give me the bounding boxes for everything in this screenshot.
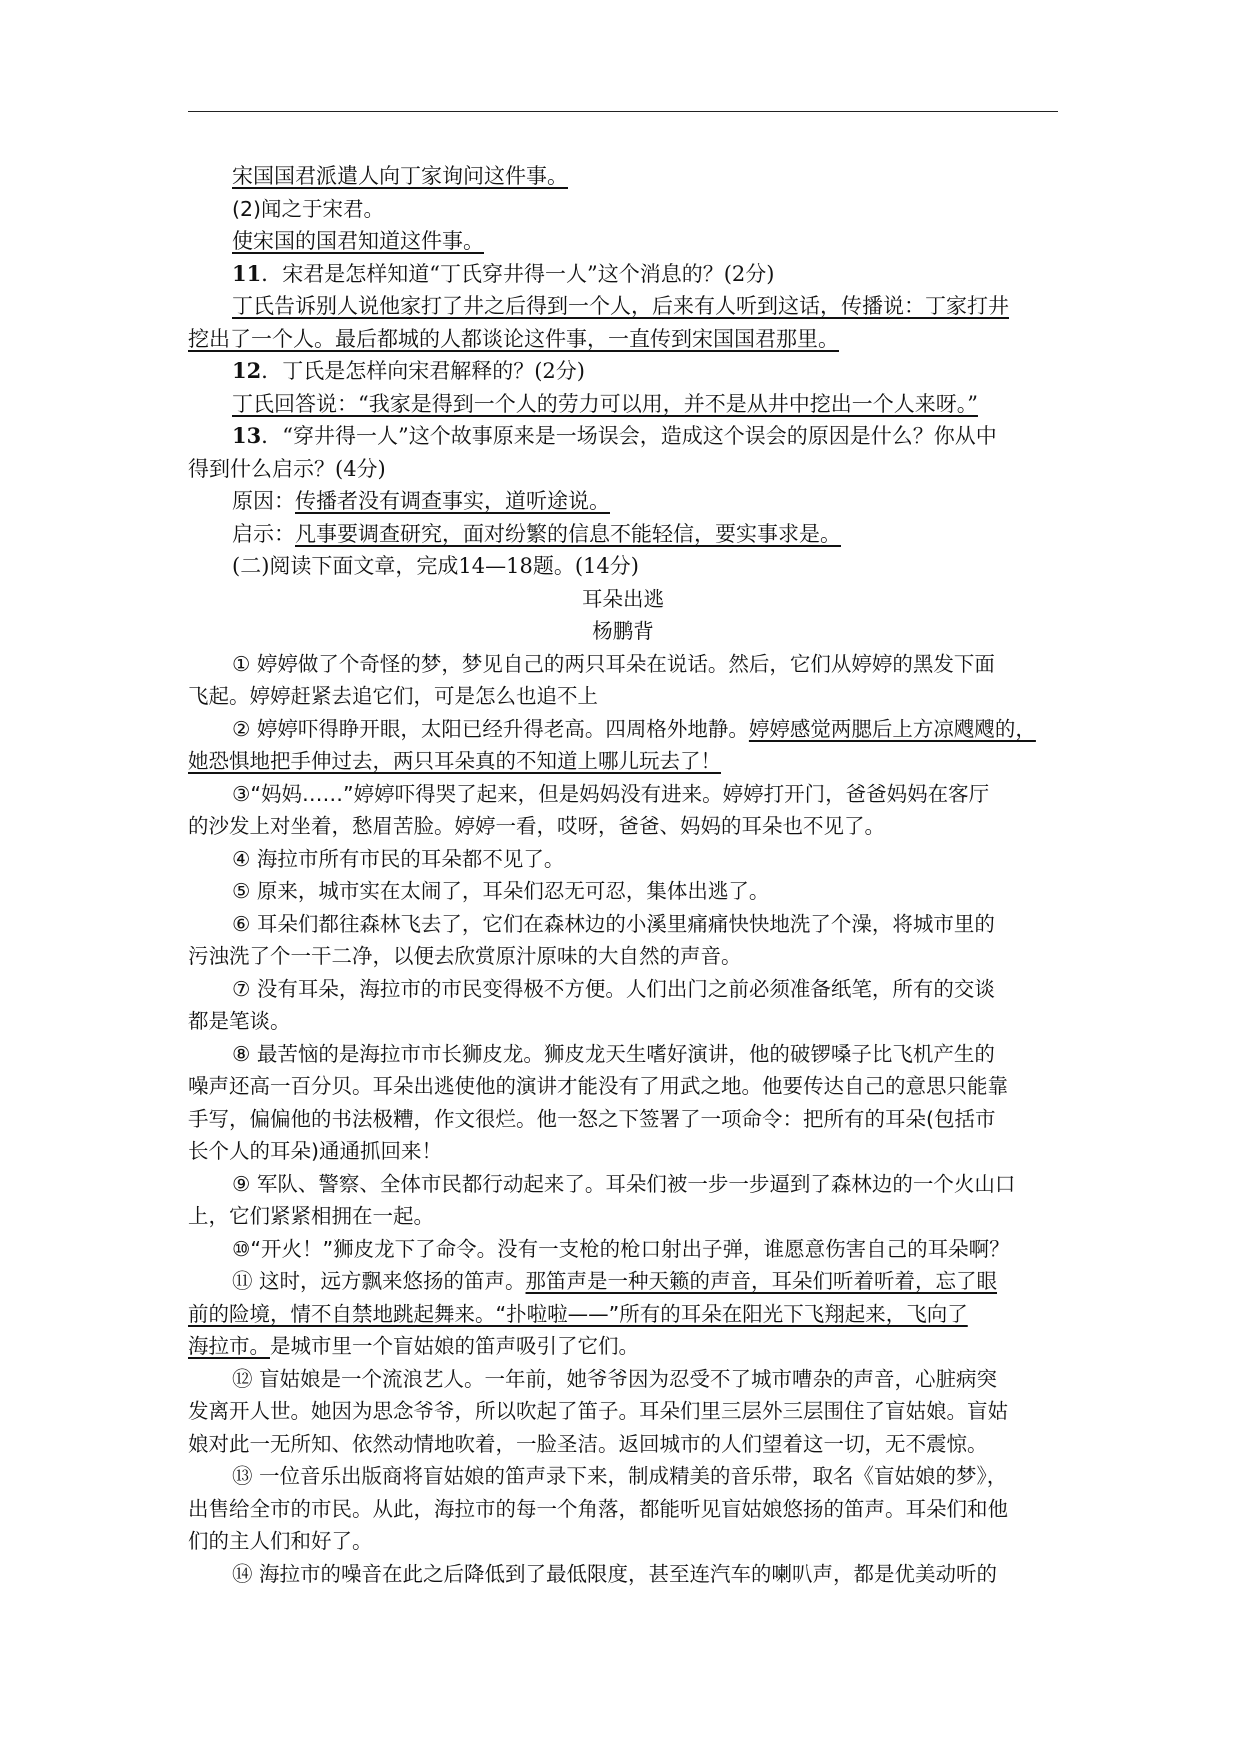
paragraph-6-line-1: ⑥ 耳朵们都往森林飞去了，它们在森林边的小溪里痛痛快快地洗了个澡，将城市里的 [232, 911, 995, 936]
paragraph-12-line-3: 娘对此一无所知、依然动情地吹着，一脸圣洁。返回城市的人们望着这一切，无不震惊。 [188, 1431, 988, 1456]
paragraph-12-line-2: 发离开人世。她因为思念爷爷，所以吹起了笛子。耳朵们里三层外三层围住了盲姑娘。盲姑 [188, 1399, 1008, 1423]
document-page [188, 160, 1058, 1590]
paragraph-7-line-2: 都是笔谈。 [188, 1009, 291, 1033]
answer-11-line-1: 丁氏告诉别人说他家打了井之后得到一个人，后来有人听到这话，传播说：丁家打井 [232, 294, 1009, 318]
paragraph-13-line-1: ⑬ 一位音乐出版商将盲姑娘的笛声录下来，制成精美的音乐带，取名《盲姑娘的梦》， [232, 1464, 1008, 1488]
question-12: 12．丁氏是怎样向宋君解释的？(2分) [232, 358, 585, 383]
paragraph-1-line-1: ① 婷婷做了个奇怪的梦，梦见自己的两只耳朵在说话。然后，它们从婷婷的黑发下面 [232, 651, 995, 676]
paragraph-4: ④ 海拉市所有市民的耳朵都不见了。 [232, 846, 565, 871]
paragraph-13-line-3: 们的主人们和好了。 [188, 1529, 373, 1553]
paragraph-7-line-1: ⑦ 没有耳朵，海拉市的市民变得极不方便。人们出门之前必须准备纸笔，所有的交谈 [232, 976, 995, 1001]
section-2-heading: (二)阅读下面文章，完成14—18题。(14分) [232, 554, 639, 578]
answer-13-reason: 原因：传播者没有调查事实，道听途说。 [232, 489, 610, 513]
article-title: 耳朵出逃 [582, 586, 664, 611]
paragraph-9-line-1: ⑨ 军队、警察、全体市民都行动起来了。耳朵们被一步一步逼到了森林边的一个火山口 [232, 1171, 1016, 1196]
paragraph-8-line-4: 长个人的耳朵)通通抓回来！ [188, 1139, 442, 1163]
answer-11-line-2: 挖出了一个人。最后都城的人都谈论这件事，一直传到宋国国君那里。 [188, 326, 839, 351]
paragraph-13-line-2: 出售给全市的市民。从此，海拉市的每一个角落，都能听见盲姑娘悠扬的笛声。耳朵们和他 [188, 1496, 1008, 1521]
paragraph-10: ⑩“开火！”狮皮龙下了命令。没有一支枪的枪口射出子弹，谁愿意伤害自己的耳朵啊？ [232, 1236, 1010, 1261]
paragraph-3-line-1: ③“妈妈……”婷婷吓得哭了起来，但是妈妈没有进来。婷婷打开门，爸爸妈妈在客厅 [232, 781, 990, 806]
paragraph-9-line-2: 上，它们紧紧相拥在一起。 [188, 1204, 434, 1228]
answer-13-insight: 启示：凡事要调查研究，面对纷繁的信息不能轻信，要实事求是。 [232, 521, 841, 546]
article-body [188, 648, 1058, 1591]
question-13-line-1: 13．“穿井得一人”这个故事原来是一场误会，造成这个误会的原因是什么？你从中 [232, 423, 997, 448]
question-2: (2)闻之于宋君。 [232, 196, 385, 221]
paragraph-8-line-3: 手写，偏偏他的书法极糟，作文很烂。他一怒之下签署了一项命令：把所有的耳朵(包括市 [188, 1106, 996, 1131]
paragraph-14-line-1: ⑭ 海拉市的噪音在此之后降低到了最低限度，甚至连汽车的喇叭声，都是优美动听的 [232, 1561, 998, 1586]
paragraph-2-line-1: ② 婷婷吓得睁开眼，太阳已经升得老高。四周格外地静。婷婷感觉两腮后上方凉飕飕的， [232, 716, 1036, 741]
answer-1: 宋国国君派遣人向丁家询问这件事。 [232, 164, 568, 188]
paragraph-3-line-2: 的沙发上对坐着，愁眉苦脸。婷婷一看，哎呀，爸爸、妈妈的耳朵也不见了。 [188, 814, 885, 838]
paragraph-6-line-2: 污浊洗了个一干二净，以便去欣赏原汁原味的大自然的声音。 [188, 944, 742, 968]
paragraph-8-line-2: 噪声还高一百分贝。耳朵出逃使他的演讲才能没有了用武之地。他要传达自己的意思只能靠 [188, 1074, 1008, 1098]
article-author: 杨鹏背 [592, 619, 654, 643]
question-11: 11．宋君是怎样知道“丁氏穿井得一人”这个消息的？(2分) [232, 260, 775, 286]
answer-12: 丁氏回答说：“我家是得到一个人的劳力可以用，并不是从井中挖出一个人来呀。” [232, 391, 978, 416]
paragraph-12-line-1: ⑫ 盲姑娘是一个流浪艺人。一年前，她爷爷因为忍受不了城市嘈杂的声音，心脏病突 [232, 1366, 998, 1391]
paragraph-5: ⑤ 原来，城市实在太闹了，耳朵们忍无可忍，集体出逃了。 [232, 879, 770, 903]
paragraph-2-line-2: 她恐惧地把手伸过去，两只耳朵真的不知道上哪儿玩去了！ [188, 749, 721, 773]
paragraph-11-line-3: 海拉市。是城市里一个盲姑娘的笛声吸引了它们。 [188, 1334, 639, 1358]
paragraph-8-line-1: ⑧ 最苦恼的是海拉市市长狮皮龙。狮皮龙天生嗜好演讲，他的破锣嗓子比飞机产生的 [232, 1041, 995, 1066]
paragraph-1-line-2: 飞起。婷婷赶紧去追它们，可是怎么也追不上 [188, 684, 598, 708]
paragraph-11-line-2: 前的险境，情不自禁地跳起舞来。“扑啦啦——”所有的耳朵在阳光下飞翔起来，飞向了 [188, 1301, 968, 1326]
paragraph-11-line-1: ⑪ 这时，远方飘来悠扬的笛声。那笛声是一种天籁的声音，耳朵们听着听着，忘了眼 [232, 1269, 998, 1293]
answer-2: 使宋国的国君知道这件事。 [232, 229, 484, 253]
header-rule [188, 111, 1058, 112]
question-13-line-2: 得到什么启示？(4分) [188, 456, 386, 481]
